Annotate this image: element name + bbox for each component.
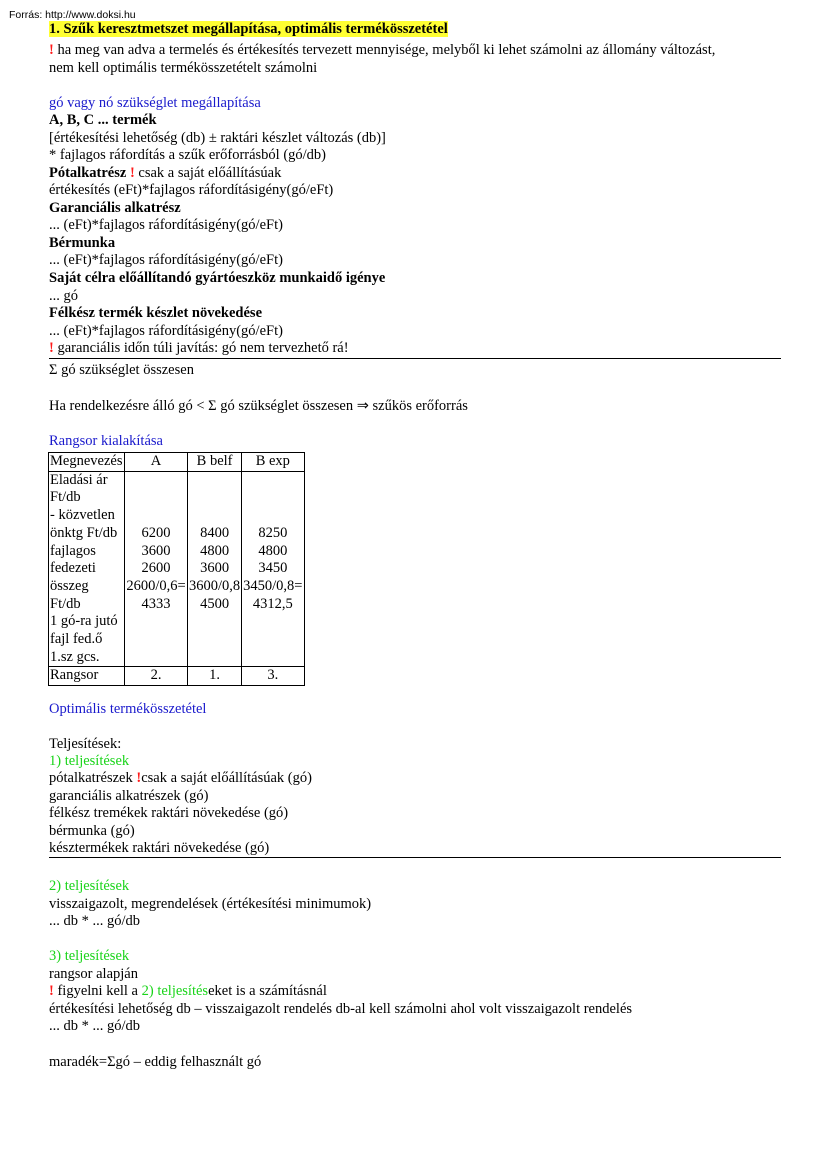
header-cell: Megnevezés bbox=[49, 453, 125, 472]
value-cell: 4800 bbox=[258, 542, 288, 559]
tooling-label: Saját célra előállítandó gyártóeszköz munkaidő igénye bbox=[49, 270, 386, 286]
spare-line bbox=[49, 165, 281, 182]
step3-note-post: eket is a számításnál bbox=[208, 983, 327, 999]
products-formula1: [értékesítési lehetőség (db) ± raktári készlet változás (db)] bbox=[49, 130, 386, 146]
section1-heading: gó vagy nó szükséglet megállapítása bbox=[49, 95, 261, 111]
row-label: fajlagos bbox=[50, 542, 96, 559]
warranty-formula: ... (eFt)*fajlagos ráfordításigény(gó/eFt) bbox=[49, 217, 283, 233]
col-b-exp-cell bbox=[242, 471, 304, 667]
total-line: Σ gó szükséglet összesen bbox=[49, 362, 194, 378]
step2-item1: visszaigazolt, megrendelések (értékesítési minimumok) bbox=[49, 896, 372, 912]
step1-item5: késztermékek raktári növekedése (gó) bbox=[49, 840, 270, 856]
products-formula2: * fajlagos ráfordítás a szűk erőforrásból (gó/db) bbox=[49, 147, 327, 163]
row-label: Eladási ár bbox=[50, 471, 108, 488]
row-labels-cell bbox=[49, 471, 125, 667]
note1-line1 bbox=[49, 42, 715, 59]
wip-formula: ... (eFt)*fajlagos ráfordításigény(gó/eFt) bbox=[49, 323, 283, 339]
step3-heading: 3) teljesítések bbox=[49, 948, 130, 964]
optimal-intro: Teljesítések: bbox=[49, 736, 122, 752]
ranking-table bbox=[48, 452, 305, 686]
rank-value: 3. bbox=[242, 667, 304, 686]
value-cell: 4312,5 bbox=[252, 595, 293, 612]
step2-item2: ... db * ... gó/db bbox=[49, 913, 141, 929]
row-label: fedezeti bbox=[50, 560, 96, 577]
row-label: Ft/db bbox=[50, 489, 81, 506]
value-cell: 4333 bbox=[141, 595, 171, 612]
step3-item4: ... db * ... gó/db bbox=[49, 1018, 141, 1034]
exclamation-mark: ! bbox=[129, 165, 135, 181]
tooling-formula: ... gó bbox=[49, 288, 78, 304]
step1-item3: félkész tremékek raktári növekedése (gó) bbox=[49, 805, 289, 821]
table-header-row bbox=[49, 453, 305, 472]
step1-item2: garanciális alkatrészek (gó) bbox=[49, 788, 209, 804]
row-label: fajl fed.ő bbox=[50, 631, 103, 648]
remainder-line: maradék=Σgó – eddig felhasznált gó bbox=[49, 1054, 262, 1070]
header-cell: B exp bbox=[242, 453, 304, 472]
exclamation-mark: ! bbox=[136, 770, 142, 786]
step1-item4: bérmunka (gó) bbox=[49, 823, 135, 839]
value-cell: 6200 bbox=[141, 524, 171, 541]
value-cell: 3600 bbox=[141, 542, 171, 559]
row-label: összeg bbox=[50, 577, 89, 594]
optimal-heading: Optimális termékösszetétel bbox=[49, 701, 207, 717]
rank-row bbox=[49, 667, 305, 686]
step3-note-green: 2) teljesítés bbox=[141, 983, 209, 999]
value-cell: 8400 bbox=[200, 524, 230, 541]
value-cell: 8250 bbox=[258, 524, 288, 541]
step1-item1 bbox=[49, 770, 312, 787]
contract-formula: ... (eFt)*fajlagos ráfordításigény(gó/eFt) bbox=[49, 252, 283, 268]
header-cell: A bbox=[125, 453, 188, 472]
row-label: - közvetlen bbox=[50, 507, 115, 524]
divider bbox=[49, 857, 781, 858]
step3-item3: értékesítési lehetőség db – visszaigazolt rendelés db-al kell számolni ahol volt visszaigazolt rendelés bbox=[49, 1001, 633, 1017]
row-label: 1.sz gcs. bbox=[50, 648, 100, 665]
value-cell: 3450 bbox=[258, 560, 288, 577]
warning-line bbox=[49, 340, 349, 357]
col-a-cell bbox=[125, 471, 188, 667]
row-label: Ft/db bbox=[50, 595, 81, 612]
rank-value: 2. bbox=[125, 667, 188, 686]
step3-note-pre: figyelni kell a bbox=[57, 983, 138, 999]
ranking-heading: Rangsor kialakítása bbox=[49, 433, 163, 449]
rank-value: 1. bbox=[188, 667, 242, 686]
value-cell: 2600 bbox=[141, 560, 171, 577]
row-label: 1 gó-ra jutó bbox=[50, 613, 118, 630]
products-label: A, B, C ... termék bbox=[49, 112, 157, 128]
row-label: önktg Ft/db bbox=[50, 524, 118, 541]
step1-item1-post: csak a saját előállításúak (gó) bbox=[141, 770, 312, 786]
step3-item1: rangsor alapján bbox=[49, 966, 138, 982]
warranty-label: Garanciális alkatrész bbox=[49, 200, 181, 216]
value-cell: 3450/0,8= bbox=[243, 577, 303, 594]
value-cell: 3600/0,8 bbox=[189, 577, 241, 594]
spare-label: Pótalkatrész bbox=[49, 165, 127, 181]
col-b-belf-cell bbox=[188, 471, 242, 667]
value-cell: 2600/0,6= bbox=[126, 577, 186, 594]
value-cell: 3600 bbox=[200, 560, 230, 577]
exclamation-mark: ! bbox=[49, 983, 54, 999]
note1-text1: ha meg van adva a termelés és értékesítés tervezett mennyisége, melyből ki lehet számolni az állomány változást, bbox=[57, 42, 716, 58]
step2-heading: 2) teljesítések bbox=[49, 878, 130, 894]
conclusion-line: Ha rendelkezésre álló gó < Σ gó szükséglet összesen ⇒ szűkös erőforrás bbox=[49, 398, 468, 414]
spare-formula: értékesítés (eFt)*fajlagos ráfordításigény(gó/eFt) bbox=[49, 182, 334, 198]
source-url: Forrás: http://www.doksi.hu bbox=[9, 9, 136, 21]
exclamation-mark: ! bbox=[49, 42, 54, 58]
value-cell: 4500 bbox=[200, 595, 230, 612]
wip-label: Félkész termék készlet növekedése bbox=[49, 305, 263, 321]
value-cell: 4800 bbox=[200, 542, 230, 559]
highlighted-title: 1. Szűk keresztmetszet megállapítása, optimális termékösszetétel bbox=[49, 21, 448, 37]
header-cell: B belf bbox=[188, 453, 242, 472]
exclamation-mark: ! bbox=[49, 340, 54, 356]
step1-heading: 1) teljesítések bbox=[49, 753, 130, 769]
step3-note bbox=[49, 983, 327, 1000]
divider bbox=[49, 358, 781, 359]
note1-line2: nem kell optimális termékösszetételt számolni bbox=[49, 60, 318, 76]
page-title bbox=[49, 21, 448, 38]
contract-label: Bérmunka bbox=[49, 235, 116, 251]
spare-note: csak a saját előállításúak bbox=[138, 165, 282, 181]
warning-text: garanciális időn túli javítás: gó nem tervezhető rá! bbox=[57, 340, 349, 356]
step1-item1-pre: pótalkatrészek bbox=[49, 770, 133, 786]
rank-label: Rangsor bbox=[49, 667, 125, 686]
table-row bbox=[49, 471, 305, 667]
